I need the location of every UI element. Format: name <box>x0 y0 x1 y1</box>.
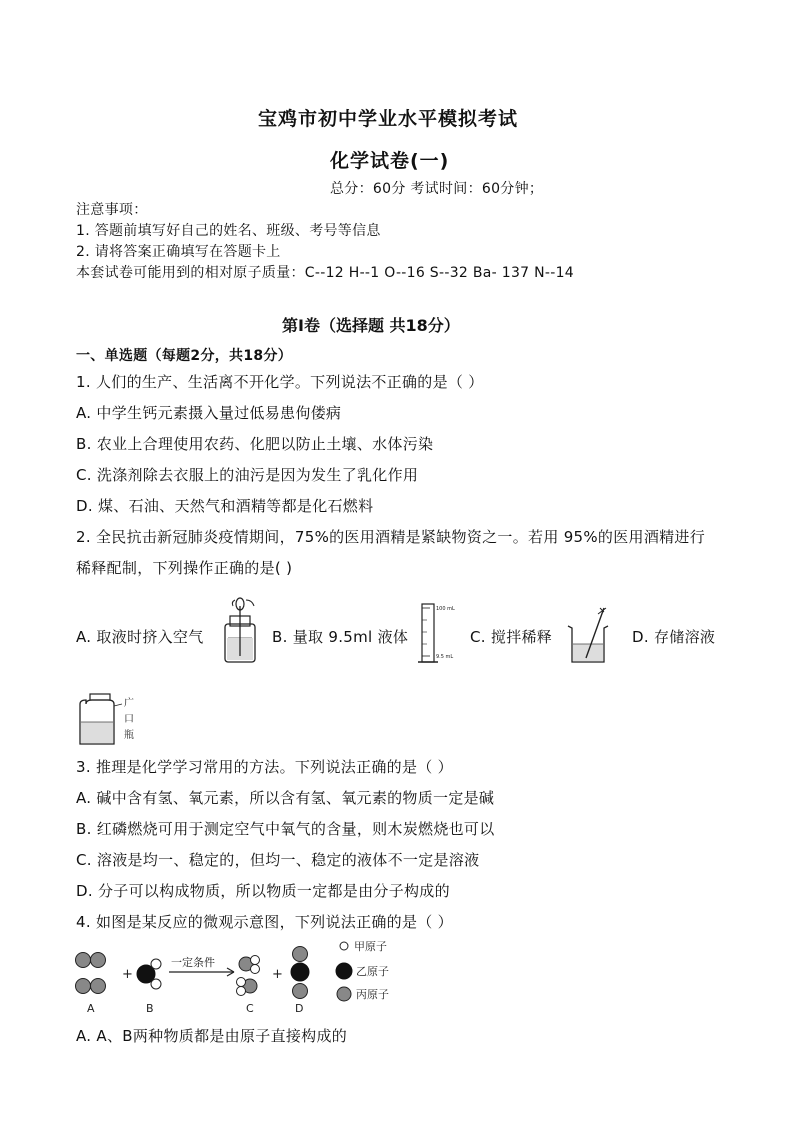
bottle-label: 广 <box>124 698 134 709</box>
exam-title: 宝鸡市初中学业水平模拟考试 <box>258 108 519 130</box>
cylinder-top-label: 100 mL <box>436 606 455 612</box>
option-b: B. 红磷燃烧可用于测定空气中氧气的含量，则木炭燃烧也可以 <box>76 820 495 838</box>
reaction-condition: 一定条件 <box>171 956 215 969</box>
svg-text:+: + <box>272 967 283 982</box>
option-c: C. 搅拌稀释 <box>470 628 553 646</box>
exam-meta: 总分：60分 考试时间：60分钟； <box>330 181 544 197</box>
question-stem: 1. 人们的生产、生活离不开化学。下列说法不正确的是（ ） <box>76 373 484 391</box>
part-heading: 一、单选题（每题2分，共18分） <box>76 348 293 364</box>
option-a: A. A、B两种物质都是由原子直接构成的 <box>76 1027 348 1045</box>
diagram-label-d: D <box>295 1002 304 1015</box>
reaction-diagram <box>74 936 434 1018</box>
option-a: A. 中学生钙元素摄入量过低易患佝偻病 <box>76 404 342 422</box>
graduated-cylinder-figure <box>412 600 464 666</box>
section-title: 第Ⅰ卷（选择题 共18分） <box>282 316 460 335</box>
diagram-label-a: A <box>87 1002 95 1015</box>
option-a: A. 碱中含有氢、氧元素，所以含有氢、氧元素的物质一定是碱 <box>76 789 495 807</box>
option-d: D. 煤、石油、天然气和酒精等都是化石燃料 <box>76 497 374 515</box>
wide-mouth-bottle-figure <box>78 692 148 748</box>
beaker-stirring-figure <box>564 604 616 666</box>
legend-item: 丙原子 <box>356 988 389 1001</box>
option-c: C. 洗涤剂除去衣服上的油污是因为发生了乳化作用 <box>76 466 419 484</box>
notes-item: 1. 答题前填写好自己的姓名、班级、考号等信息 <box>76 223 381 239</box>
legend-item: 乙原子 <box>356 965 389 978</box>
bottle-label: 瓶 <box>124 730 134 741</box>
notes-heading: 注意事项： <box>76 202 148 218</box>
cylinder-mark-label: 9.5 mL <box>436 654 454 660</box>
option-b: B. 农业上合理使用农药、化肥以防止土壤、水体污染 <box>76 435 434 453</box>
notes-item: 2. 请将答案正确填写在答题卡上 <box>76 244 281 260</box>
option-a: A. 取液时挤入空气 <box>76 628 204 646</box>
bottle-label: 口 <box>124 714 134 725</box>
svg-text:+: + <box>122 967 133 982</box>
question-stem: 3. 推理是化学学习常用的方法。下列说法正确的是（ ） <box>76 758 453 776</box>
exam-subtitle: 化学试卷(一) <box>330 150 450 172</box>
option-d: D. 分子可以构成物质，所以物质一定都是由分子构成的 <box>76 882 450 900</box>
atomic-mass-line: 本套试卷可能用到的相对原子质量：C--12 H--1 O--16 S--32 Ba- 137 N--14 <box>76 265 575 281</box>
question-stem: 4. 如图是某反应的微观示意图，下列说法正确的是（ ） <box>76 913 453 931</box>
dropper-bottle-figure <box>218 596 268 666</box>
option-c: C. 溶液是均一、稳定的，但均一、稳定的液体不一定是溶液 <box>76 851 480 869</box>
option-b: B. 量取 9.5ml 液体 <box>272 628 409 646</box>
question-stem: 2. 全民抗击新冠肺炎疫情期间，75%的医用酒精是紧缺物资之一。若用 95%的医用酒精进行 <box>76 528 706 546</box>
question-stem-cont: 稀释配制，下列操作正确的是( ) <box>76 559 293 577</box>
diagram-label-b: B <box>146 1002 154 1015</box>
option-d: D. 存储溶液 <box>632 628 716 646</box>
diagram-label-c: C <box>246 1002 254 1015</box>
legend-item: 甲原子 <box>354 940 387 953</box>
